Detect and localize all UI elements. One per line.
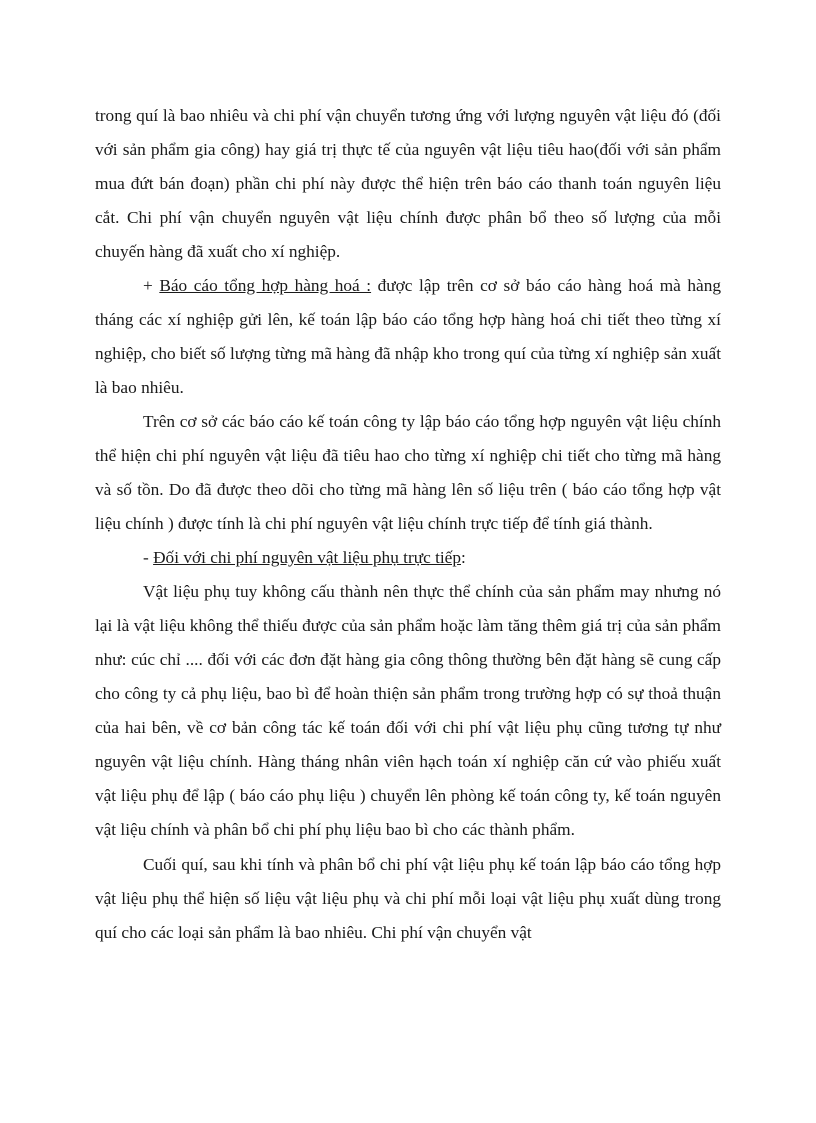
- document-page: [95, 99, 721, 950]
- paragraph-4-heading: Đối với chi phí nguyên vật liệu phụ trực tiếp: [153, 548, 461, 567]
- paragraph-5: Vật liệu phụ tuy không cấu thành nên thực thể chính của sản phẩm may nhưng nó lại là vật liệu không thể thiếu được của sản phẩm hoặc làm tăng thêm giá trị của sản phẩm như: cúc chỉ .... đối với các đơn đặt hàng gia công thông thường bên đặt hàng sẽ cung cấp cho công ty cả phụ liệu, bao bì để hoàn thiện sản phẩm trong trường hợp có sự thoả thuận của hai bên, về cơ bản công tác kế toán đối với chi phí vật liệu phụ cũng tương tự như nguyên vật liệu chính. Hàng tháng nhân viên hạch toán xí nghiệp căn cứ vào phiếu xuất vật liệu phụ để lập ( báo cáo phụ liệu ) chuyển lên phòng kế toán công ty, kế toán nguyên vật liệu chính và phân bổ chi phí phụ liệu bao bì cho các thành phẩm.: [95, 582, 721, 839]
- paragraph-4-colon: :: [461, 548, 466, 567]
- paragraph-3-body: Trên cơ sở các báo cáo kế toán công ty lập báo cáo tổng hợp nguyên vật liệu chính thể hiện chi phí nguyên vật liệu đã tiêu hao cho từng xí nghiệp chi tiết cho từng mã hàng và số tồn. Do đã được theo dõi cho từng mã hàng lên số liệu trên ( báo cáo tổng hợp vật liệu chính ) được tính là chi phí nguyên vật liệu chính trực tiếp để tính giá thành.: [95, 412, 721, 533]
- paragraph-2: [95, 269, 721, 405]
- paragraph-4-heading-line: [95, 541, 721, 575]
- paragraph-4-prefix: -: [143, 548, 154, 567]
- paragraph-2-heading: Báo cáo tổng hợp hàng hoá :: [159, 276, 372, 295]
- paragraph-2-prefix: +: [143, 276, 160, 295]
- paragraph-6: Cuối quí, sau khi tính và phân bổ chi phí vật liệu phụ kế toán lập báo cáo tổng hợp vật liệu phụ thể hiện số liệu vật liệu phụ và chi phí mỗi loại vật liệu phụ xuất dùng trong quí cho các loại sản phẩm là bao nhiêu. Chi phí vận chuyển vật: [95, 855, 721, 942]
- paragraph-1: trong quí là bao nhiêu và chi phí vận chuyển tương ứng với lượng nguyên vật liệu đó (đối với sản phẩm gia công) hay giá trị thực tế của nguyên vật liệu tiêu hao(đối với sản phẩm mua đứt bán đoạn) phần chi phí này được thể hiện trên báo cáo thanh toán nguyên liệu cắt. Chi phí vận chuyển nguyên vật liệu chính được phân bổ theo số lượng của mỗi chuyến hàng đã xuất cho xí nghiệp.: [95, 106, 721, 261]
- paragraph-2-body: được lập trên cơ sở báo cáo hàng hoá mà hàng tháng các xí nghiệp gửi lên, kế toán lập báo cáo tổng hợp hàng hoá chi tiết theo từng xí nghiệp, cho biết số lượng từng mã hàng đã nhập kho trong quí của từng xí nghiệp sản xuất là bao nhiêu.: [95, 276, 721, 397]
- paragraph-3: [95, 405, 721, 541]
